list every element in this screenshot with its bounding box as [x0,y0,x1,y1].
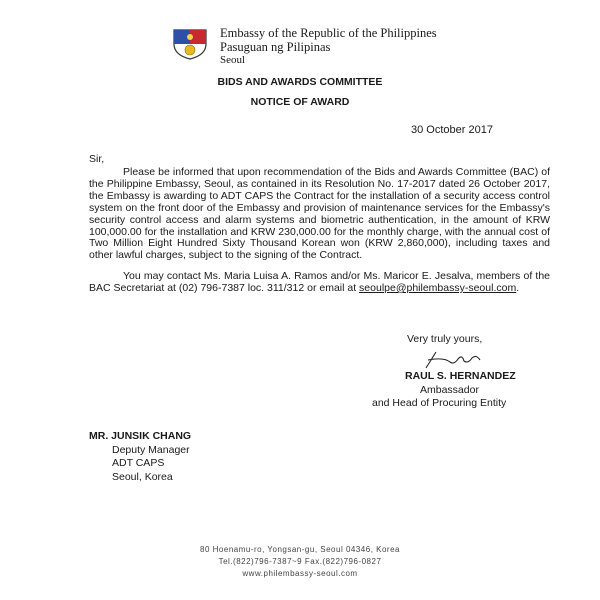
recipient-name: MR. JUNSIK CHANG [89,430,192,442]
footer-website[interactable]: www.philembassy-seoul.com [242,569,358,578]
committee-heading: BIDS AND AWARDS COMMITTEE [217,76,383,88]
letterhead-embassy-name: Embassy of the Republic of the Philippines [220,26,437,40]
recipient-city: Seoul, Korea [112,471,173,483]
body-paragraph-1 [89,167,550,262]
letterhead-city: Seoul [220,54,246,66]
paragraph-2-end: . [516,281,520,294]
recipient-position: Deputy Manager [112,444,190,456]
philippine-seal-icon [170,26,210,60]
salutation: Sir, [89,153,105,165]
email-link[interactable]: seoulpe@philembassy-seoul.com [359,281,517,294]
body-paragraph-2 [89,271,550,295]
notice-heading: NOTICE OF AWARD [250,96,350,108]
paragraph-1-text: Please be informed that upon recommendation of the Bids and Awards Committee (BAC) of the Philippine Embassy, Seoul, as contained in its Resolution No. 17-2017 dated 26 October 2017, the Embassy is awarding to ADT CAPS the Contract for the installation of a security access control system on the front door of the Embassy and provision of maintenance services for the Embassy's security control access and alarm systems and biometric authentication, in the amount of KRW 100,000.00 for the installation and KRW 230,000.00 for the monthly charge, with the annual cost of Two Million Eight Hundred Sixty Thousand Korean won (KRW 2,860,000), including taxes and other lawful charges, subject to the signing of the Contract. [89,166,550,262]
signatory-name: RAUL S. HERNANDEZ [405,370,516,382]
closing: Very truly yours, [407,333,483,345]
footer-phone: Tel.(822)796-7387~9 Fax.(822)796-0827 [218,557,382,566]
signatory-title: Ambassador [420,384,479,396]
paragraph-2-text: You may contact Ms. Maria Luisa A. Ramos and/or Ms. Maricor E. Jesalva, members of the BAC Secretariat at (02) 796-7387 loc. 311/312 or email at [89,270,550,294]
letter-date: 30 October 2017 [411,124,493,136]
footer-address: 80 Hoenamu-ro, Yongsan-gu, Seoul 04346, Korea [200,545,400,554]
letterhead-embassy-name-filipino: Pasuguan ng Pilipinas [220,40,331,54]
signatory-title-2: and Head of Procuring Entity [372,397,507,409]
recipient-company: ADT CAPS [112,457,165,469]
handwritten-signature-icon [418,348,498,370]
